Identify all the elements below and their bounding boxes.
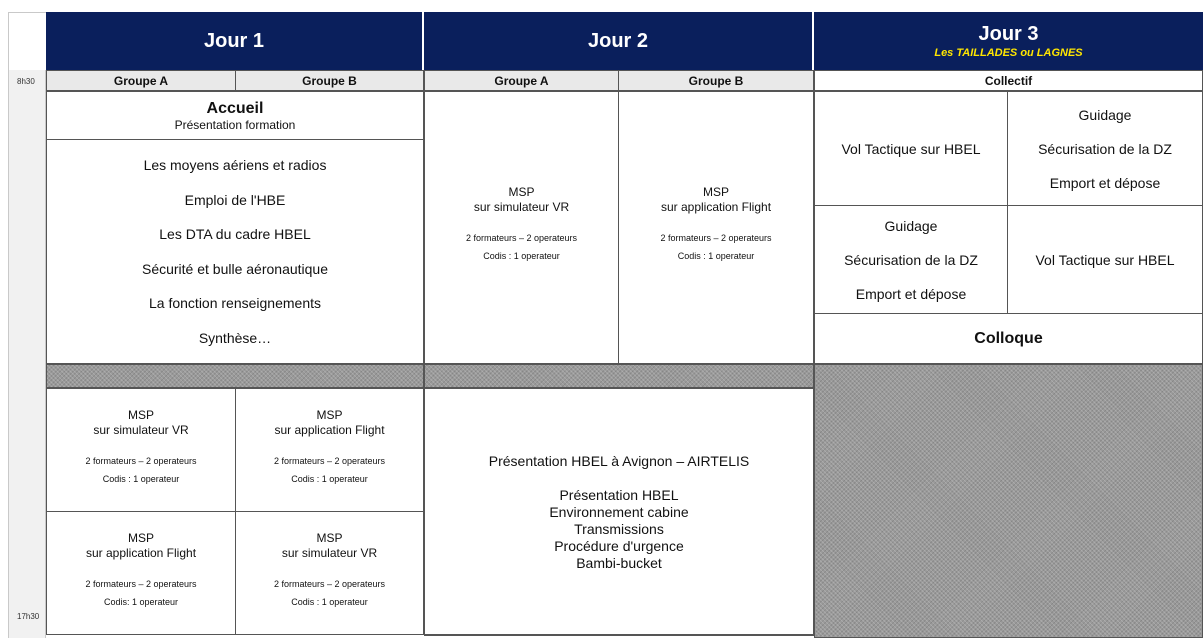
- msp-staff: 2 formateurs – 2 operateurs: [273, 456, 386, 466]
- topic-item: Sécurité et bulle aéronautique: [141, 260, 329, 277]
- presentation-title: Présentation HBEL à Avignon – AIRTELIS: [488, 453, 750, 469]
- top-left-blank: [8, 12, 46, 70]
- day2-header: [424, 12, 814, 70]
- day3-colloque: [814, 313, 1203, 364]
- msp-title: MSP: [316, 408, 343, 422]
- msp-title: MSP: [508, 185, 535, 199]
- day3-title: Jour 3: [978, 23, 1039, 45]
- day2-title: Jour 2: [587, 29, 649, 52]
- msp-subtitle: sur application Flight: [274, 423, 385, 437]
- day3-row2-right: [1007, 205, 1203, 314]
- msp-codis: Codis : 1 operateur: [291, 474, 368, 484]
- day3-location: Les TAILLADES ou LAGNES: [934, 47, 1083, 59]
- msp-staff: 2 formateurs – 2 operateurs: [273, 579, 386, 589]
- day3-row1-right: [1007, 91, 1203, 206]
- time-end: 17h30: [17, 612, 40, 621]
- presentation-item: Bambi-bucket: [576, 555, 662, 571]
- day3-activity: Vol Tactique sur HBEL: [841, 140, 981, 157]
- day2-pm-presentation: [424, 388, 814, 636]
- msp-staff: 2 formateurs – 2 operateurs: [85, 456, 197, 466]
- msp-staff: 2 formateurs – 2 operateurs: [660, 233, 772, 243]
- day3-activity: Emport et dépose: [855, 285, 967, 302]
- day1-header: [46, 12, 424, 70]
- msp-staff: 2 formateurs – 2 operateurs: [85, 579, 197, 589]
- bottom-rule: [46, 634, 814, 636]
- presentation-item: Procédure d'urgence: [554, 538, 684, 554]
- msp-codis: Codis : 1 operateur: [677, 251, 755, 261]
- topic-item: Emploi de l'HBE: [184, 191, 286, 208]
- day1-pm-msp-4: [235, 511, 424, 635]
- group-header-d2a: Groupe A: [424, 70, 619, 91]
- topic-item: Les moyens aériens et radios: [143, 157, 327, 173]
- day2-am-msp-a: [424, 91, 619, 364]
- presentation-item: Transmissions: [574, 521, 664, 537]
- group-header-d2b: Groupe B: [618, 70, 814, 91]
- msp-codis: Codis : 1 operateur: [291, 597, 368, 607]
- topic-item: Les DTA du cadre HBEL: [159, 226, 311, 242]
- msp-title: MSP: [127, 531, 154, 545]
- day3-row1-left: [814, 91, 1008, 206]
- msp-subtitle: sur application Flight: [660, 200, 772, 214]
- presentation-item: Présentation HBEL: [559, 487, 679, 503]
- day1-topics: [46, 139, 424, 364]
- topic-item: Synthèse…: [198, 329, 272, 346]
- accueil-title: Accueil: [206, 99, 264, 117]
- day3-activity: Guidage: [1078, 106, 1132, 123]
- msp-codis: Codis : 1 operateur: [102, 474, 180, 484]
- presentation-item: Environnement cabine: [549, 504, 689, 520]
- group-header-d1a: Groupe A: [46, 70, 236, 91]
- time-column: [8, 70, 46, 638]
- day1-pm-msp-2: [235, 388, 424, 512]
- group-header-d3: Collectif: [814, 70, 1203, 91]
- day1-pm-msp-3: [46, 511, 236, 635]
- day3-afternoon-blocked: [814, 364, 1203, 638]
- msp-subtitle: sur simulateur VR: [473, 200, 570, 214]
- day3-activity: Emport et dépose: [1049, 174, 1161, 191]
- msp-subtitle: sur simulateur VR: [281, 546, 378, 560]
- day3-activity: Guidage: [884, 217, 938, 234]
- topic-item: La fonction renseignements: [149, 295, 321, 311]
- msp-codis: Codis : 1 operateur: [483, 251, 560, 261]
- day2-am-msp-b: [618, 91, 814, 364]
- msp-title: MSP: [127, 408, 154, 422]
- time-start: 8h30: [17, 77, 35, 86]
- msp-title: MSP: [316, 531, 343, 545]
- msp-subtitle: sur application Flight: [85, 546, 197, 560]
- msp-codis: Codis: 1 operateur: [103, 597, 179, 607]
- day2-lunch-break: [424, 364, 814, 388]
- accueil-subtitle: Présentation formation: [174, 117, 296, 132]
- day1-lunch-break: [46, 364, 424, 388]
- colloque-label: Colloque: [974, 329, 1043, 347]
- msp-subtitle: sur simulateur VR: [93, 423, 189, 437]
- day3-activity: Sécurisation de la DZ: [1038, 140, 1172, 157]
- day3-activity: Vol Tactique sur HBEL: [1035, 251, 1175, 268]
- day1-title: Jour 1: [203, 29, 265, 52]
- day3-row2-left: [814, 205, 1008, 314]
- msp-title: MSP: [702, 185, 729, 199]
- day3-header: [814, 12, 1203, 70]
- msp-staff: 2 formateurs – 2 operateurs: [465, 233, 578, 243]
- day1-pm-msp-1: [46, 388, 236, 512]
- group-header-d1b: Groupe B: [235, 70, 424, 91]
- day1-accueil: [46, 91, 424, 140]
- day3-activity: Sécurisation de la DZ: [844, 251, 978, 268]
